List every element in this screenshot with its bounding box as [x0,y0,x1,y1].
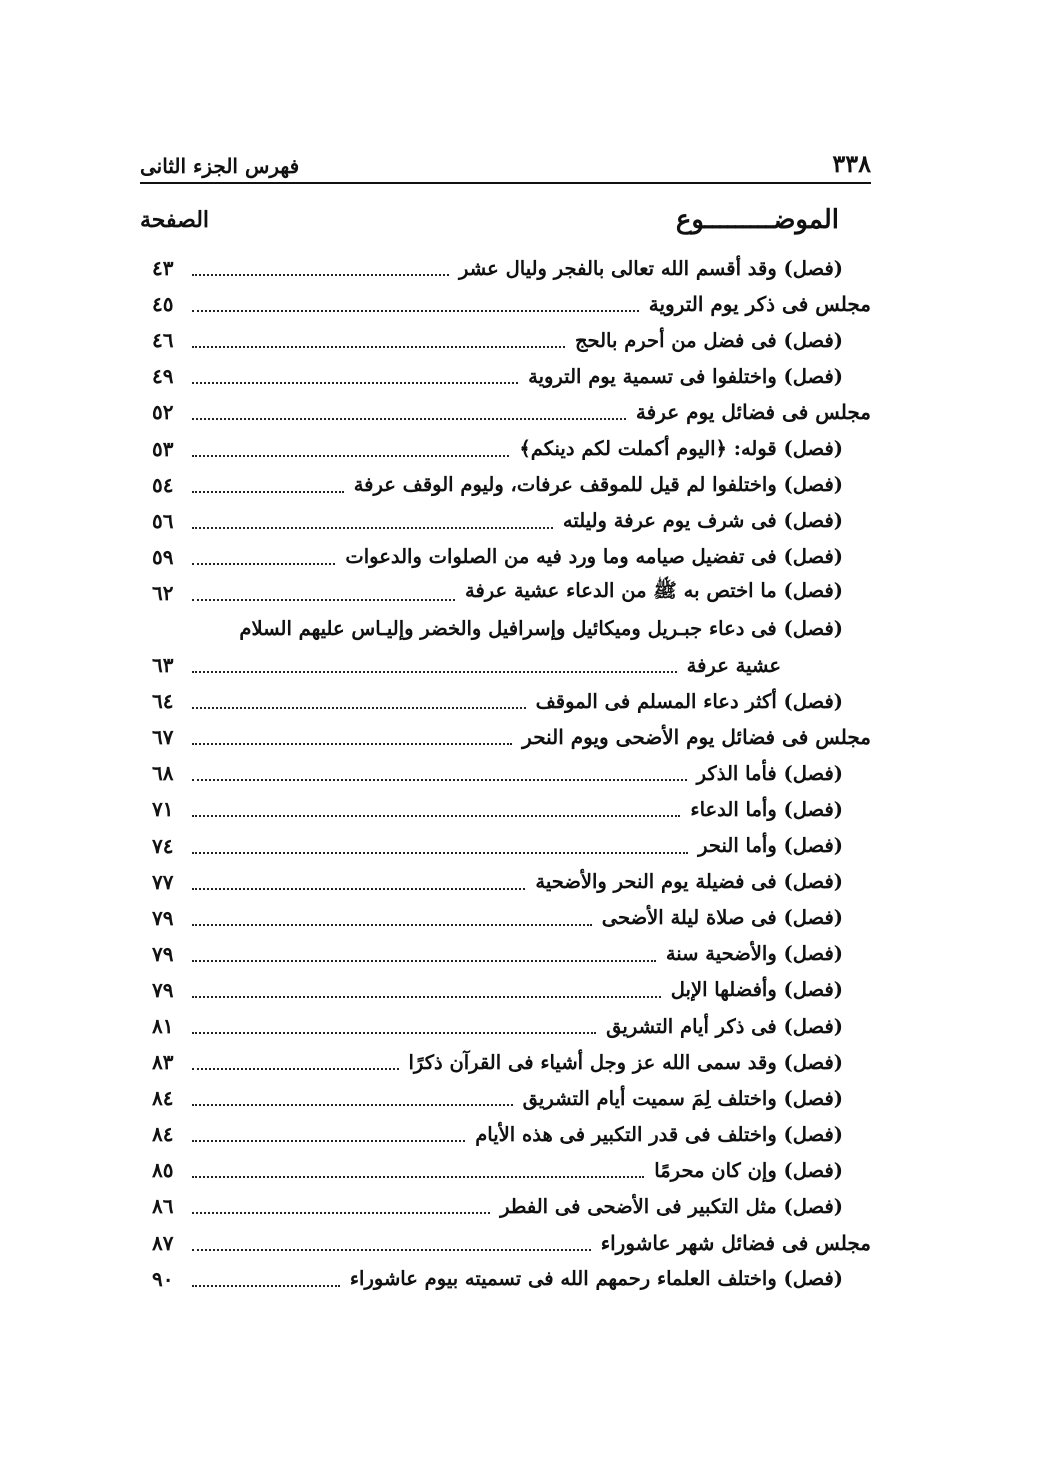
entry-title: (فصل) واختلفوا لم قيل للموقف عرفات، وليوم الوقف عرفة [353,473,843,497]
dot-leader [192,489,344,493]
table-of-contents [152,250,871,1297]
entry-page-number: ٨٣ [152,1050,174,1075]
entry-page-number: ٨١ [152,1014,174,1039]
entry-title: (فصل) فى ذكر أيام التشريق [606,1014,843,1038]
dot-leader [192,525,553,529]
dot-leader [192,1102,513,1106]
dot-leader [192,850,688,854]
toc-entry [152,1044,871,1080]
column-headings [140,198,871,242]
entry-page-number: ٨٧ [152,1230,174,1255]
toc-majlis-entry [152,1225,871,1261]
dot-leader [192,1174,644,1178]
toc-entry [152,1152,871,1188]
entry-title: (فصل) فى تفضيل صيامه وما ورد فيه من الصلوات والدعوات [345,545,843,569]
toc-entry [152,539,871,575]
toc-entry [152,683,871,719]
entry-page-number: ٧٩ [152,977,174,1002]
toc-entry [152,755,871,791]
entry-title: مجلس فى فضائل شهر عاشوراء [600,1230,871,1255]
toc-majlis-entry [152,719,871,755]
dot-leader [192,1247,591,1251]
entry-title: مجلس فى فضائل يوم عرفة [635,400,871,425]
entry-page-number: ٤٥ [152,292,174,317]
entry-title: (فصل) واختلفوا فى تسمية يوم التروية [528,364,843,388]
dot-leader [192,597,455,601]
entry-page-number: ٥٤ [152,472,174,497]
dot-leader [192,705,526,709]
dot-leader [192,994,661,998]
dot-leader [192,308,639,312]
toc-entry [152,828,871,864]
toc-entry [152,611,871,647]
toc-entry [152,972,871,1008]
dot-leader [192,561,335,565]
entry-title: (فصل) والأضحية سنة [665,942,843,966]
dot-leader [192,1138,465,1142]
toc-majlis-entry [152,286,871,322]
entry-page-number: ٧١ [152,797,174,822]
topic-column-heading: الموضـــــــــوع [675,205,839,235]
entry-page-number: ٨٤ [152,1086,174,1111]
toc-entry [152,575,871,611]
dot-leader [192,922,592,926]
entry-page-number: ٦٧ [152,725,174,750]
toc-entry [152,1261,871,1297]
entry-page-number: ٤٦ [152,328,174,353]
toc-entry [152,864,871,900]
entry-page-number: ٧٤ [152,833,174,858]
toc-entry [152,250,871,286]
dot-leader [192,1030,596,1034]
entry-title: (فصل) فى صلاة ليلة الأضحى [601,906,843,930]
entry-title: (فصل) وأما الدعاء [690,797,843,821]
entry-page-number: ٤٩ [152,364,174,389]
dot-leader [192,1283,340,1287]
entry-title: (فصل) فى فضل من أحرم بالحج [574,328,843,352]
entry-title: (فصل) فى شرف يوم عرفة وليلته [562,509,843,533]
dot-leader [192,886,525,890]
entry-title: (فصل) وأفضلها الإبل [670,978,843,1002]
entry-title: (فصل) وقد أقسم الله تعالى بالفجر وليال عشر [459,256,843,280]
entry-page-number: ٦٤ [152,689,174,714]
entry-title: مجلس فى ذكر يوم التروية [648,292,871,317]
toc-entry [152,430,871,466]
page-column-heading: الصفحة [140,207,210,233]
entry-title: (فصل) قوله: ﴿اليوم أكملت لكم دينكم﴾ [519,437,843,461]
toc-entry [152,1080,871,1116]
toc-entry [152,1116,871,1152]
toc-entry [152,467,871,503]
entry-title: (فصل) أكثر دعاء المسلم فى الموقف [535,689,843,713]
toc-entry [152,1188,871,1224]
dot-leader [192,272,449,276]
toc-entry [152,1008,871,1044]
toc-entry [152,358,871,394]
entry-page-number: ٨٤ [152,1122,174,1147]
toc-entry [152,791,871,827]
dot-leader [192,416,626,420]
dot-leader [192,344,565,348]
dot-leader [192,958,656,962]
toc-entry [152,936,871,972]
entry-title: (فصل) واختلف فى قدر التكبير فى هذه الأيام [475,1122,843,1146]
entry-title: (فصل) واختلف العلماء رحمهم الله فى تسميته بيوم عاشوراء [349,1267,843,1291]
dot-leader [192,813,680,817]
dot-leader [192,453,509,457]
toc-entry [152,900,871,936]
entry-title: (فصل) وقد سمى الله عز وجل أشياء فى القرآن ذكرًا [408,1050,843,1074]
entry-page-number: ٦٣ [152,653,174,678]
entry-page-number: ٦٨ [152,761,174,786]
toc-majlis-entry [152,394,871,430]
entry-title: (فصل) فى دعاء جبـريل وميكائيل وإسرافيل والخضر وإليـاس عليهم السلام [239,617,843,641]
entry-title: (فصل) فى فضيلة يوم النحر والأضحية [535,870,843,894]
entry-title: (فصل) ما اختص به ﷺ من الدعاء عشية عرفة [464,578,843,602]
entry-page-number: ٨٦ [152,1194,174,1219]
dot-leader [192,669,677,673]
entry-page-number: ٧٧ [152,869,174,894]
toc-entry [152,322,871,358]
page-header [140,140,871,184]
dot-leader [192,380,518,384]
entry-page-number: ٥٦ [152,508,174,533]
entry-page-number: ٥٣ [152,436,174,461]
toc-entry [152,503,871,539]
entry-page-number: ٨٥ [152,1158,174,1183]
entry-title: مجلس فى فضائل يوم الأضحى ويوم النحر [522,725,871,750]
entry-page-number: ٥٩ [152,544,174,569]
dot-leader [192,741,512,745]
entry-page-number: ٤٣ [152,256,174,281]
page-number: ٣٣٨ [832,149,871,178]
entry-page-number: ٥٢ [152,400,174,425]
running-title: فهرس الجزء الثانى [140,154,300,178]
toc-entry [152,647,871,683]
entry-page-number: ٦٢ [152,580,174,605]
entry-title: (فصل) وإن كان محرمًا [654,1158,843,1182]
entry-title: (فصل) واختلف لِمَ سميت أيام التشريق [522,1086,843,1110]
entry-page-number: ٧٩ [152,905,174,930]
entry-page-number: ٩٠ [152,1266,174,1291]
entry-title: (فصل) مثل التكبير فى الأضحى فى الفطر [500,1194,843,1218]
dot-leader [192,777,687,781]
entry-title: عشية عرفة [686,653,781,677]
dot-leader [192,1210,490,1214]
entry-title: (فصل) فأما الذكر [696,761,843,785]
entry-title: (فصل) وأما النحر [698,834,843,858]
entry-page-number: ٧٩ [152,941,174,966]
dot-leader [192,1066,399,1070]
